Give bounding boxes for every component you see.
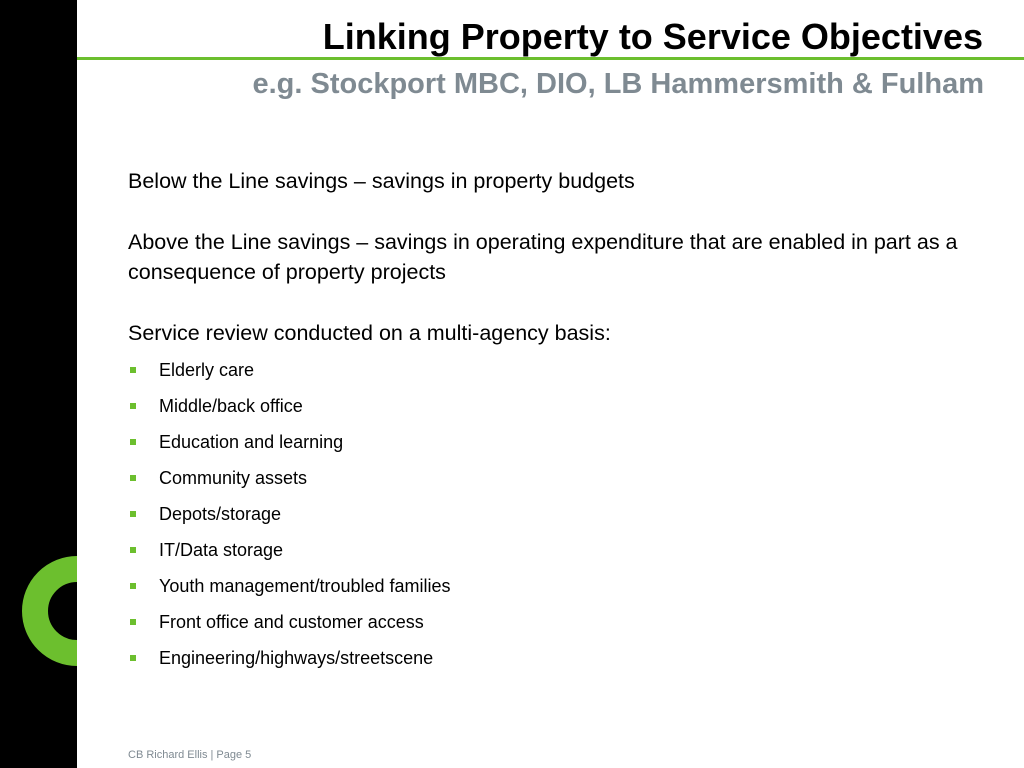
list-item <box>128 573 998 609</box>
slide-body <box>128 166 998 681</box>
list-item-label: Middle/back office <box>159 396 303 416</box>
bullet-square-icon <box>130 439 136 445</box>
list-item <box>128 609 998 645</box>
list-item <box>128 645 998 681</box>
bullet-square-icon <box>130 475 136 481</box>
list-item-label: IT/Data storage <box>159 540 284 560</box>
bullet-square-icon <box>130 547 136 553</box>
slide-subtitle: e.g. Stockport MBC, DIO, LB Hammersmith & Fulham <box>252 68 984 100</box>
list-item-label: Elderly care <box>159 360 255 380</box>
list-item <box>128 501 998 537</box>
list-item <box>128 357 998 393</box>
paragraph-service-review: Service review conducted on a multi-agency basis: <box>128 321 611 345</box>
green-c-logo-icon <box>0 556 77 666</box>
list-item-label: Engineering/highways/streetscene <box>159 648 434 668</box>
slide-title: Linking Property to Service Objectives <box>322 16 983 57</box>
bullet-square-icon <box>130 403 136 409</box>
list-item <box>128 465 998 501</box>
bullet-square-icon <box>130 619 136 625</box>
list-item <box>128 429 998 465</box>
page-footer: CB Richard Ellis | Page 5 <box>128 749 252 761</box>
bullet-square-icon <box>130 511 136 517</box>
list-item-label: Community assets <box>159 468 308 488</box>
paragraph-above-line: Above the Line savings – savings in operating expenditure that are enabled in part as a consequence of property projects <box>128 230 958 284</box>
service-area-list <box>128 357 998 681</box>
paragraph-below-line: Below the Line savings – savings in property budgets <box>128 169 635 193</box>
list-item-label: Education and learning <box>159 432 344 452</box>
list-item <box>128 393 998 429</box>
bullet-square-icon <box>130 367 136 373</box>
list-item-label: Youth management/troubled families <box>159 576 451 596</box>
list-item <box>128 537 998 573</box>
list-item-label: Depots/storage <box>159 504 282 524</box>
list-item-label: Front office and customer access <box>159 612 424 632</box>
bullet-square-icon <box>130 583 136 589</box>
bullet-square-icon <box>130 655 136 661</box>
